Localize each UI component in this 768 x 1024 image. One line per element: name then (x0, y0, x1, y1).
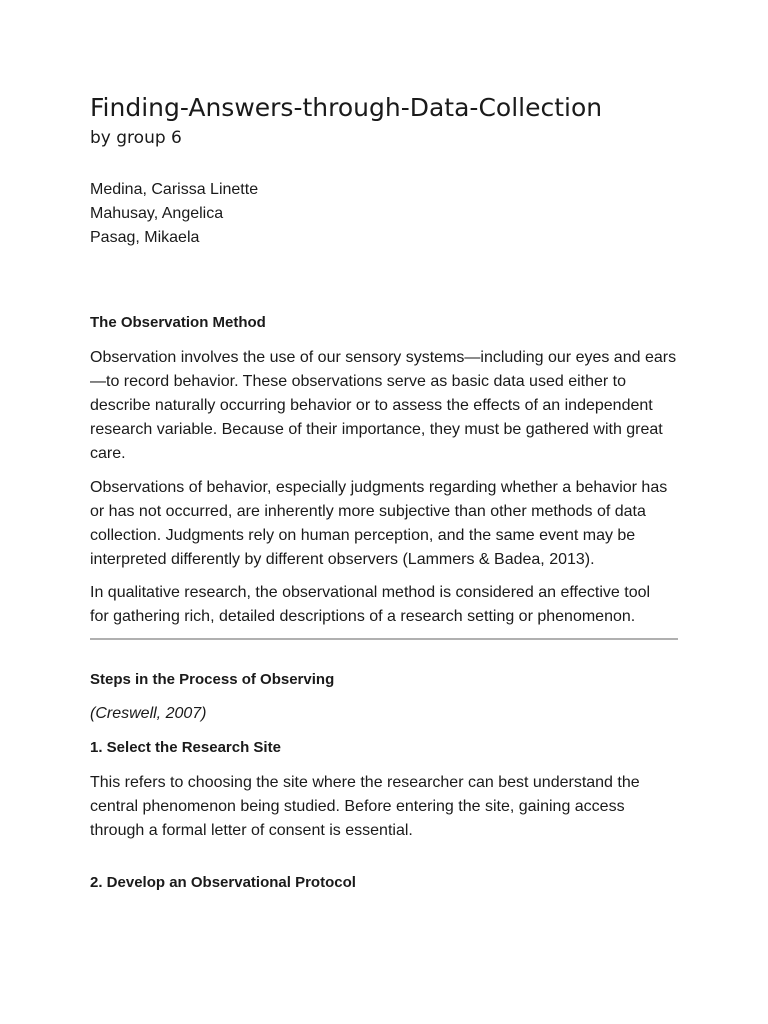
paragraph-line: research variable. Because of their importance, they must be gathered with great (90, 421, 663, 438)
citation: (Creswell, 2007) (90, 705, 207, 722)
step-heading-select-site: 1. Select the Research Site (90, 739, 281, 756)
paragraph-line: collection. Judgments rely on human perception, and the same event may be (90, 527, 636, 544)
author-name: Medina, Carissa Linette (90, 181, 259, 198)
paragraph-line: describe naturally occurring behavior or to assess the effects of an independent (90, 397, 653, 414)
paragraph-line: interpreted differently by different observers (Lammers & Badea, 2013). (90, 551, 595, 568)
paragraph-line: care. (90, 445, 126, 462)
paragraph-line: Observation involves the use of our sensory systems—including our eyes and ears (90, 349, 677, 366)
paragraph-select-site (90, 771, 680, 843)
paragraph-line: central phenomenon being studied. Before entering the site, gaining access (90, 798, 625, 815)
author-list (90, 178, 258, 250)
section-heading-observation-method: The Observation Method (90, 314, 266, 331)
section-heading-steps: Steps in the Process of Observing (90, 671, 335, 688)
paragraph-line: or has not occurred, are inherently more subjective than other methods of data (90, 503, 646, 520)
author-name: Pasag, Mikaela (90, 229, 200, 246)
paragraph-observation-qualitative (90, 581, 680, 629)
paragraph-line: Observations of behavior, especially judgments regarding whether a behavior has (90, 479, 668, 496)
paragraph-line: This refers to choosing the site where the researcher can best understand the (90, 774, 640, 791)
document-subtitle: by group 6 (90, 128, 182, 148)
author-name: Mahusay, Angelica (90, 205, 224, 222)
paragraph-line: —to record behavior. These observations serve as basic data used either to (90, 373, 627, 390)
paragraph-line: through a formal letter of consent is essential. (90, 822, 413, 839)
horizontal-divider (90, 638, 678, 640)
paragraph-observation-subjectivity (90, 476, 680, 572)
step-heading-observational-protocol: 2. Develop an Observational Protocol (90, 874, 356, 891)
paragraph-line: for gathering rich, detailed descriptions of a research setting or phenomenon. (90, 608, 636, 625)
paragraph-line: In qualitative research, the observational method is considered an effective tool (90, 584, 651, 601)
paragraph-observation-intro (90, 346, 680, 466)
document-title: Finding-Answers-through-Data-Collection (90, 93, 603, 122)
